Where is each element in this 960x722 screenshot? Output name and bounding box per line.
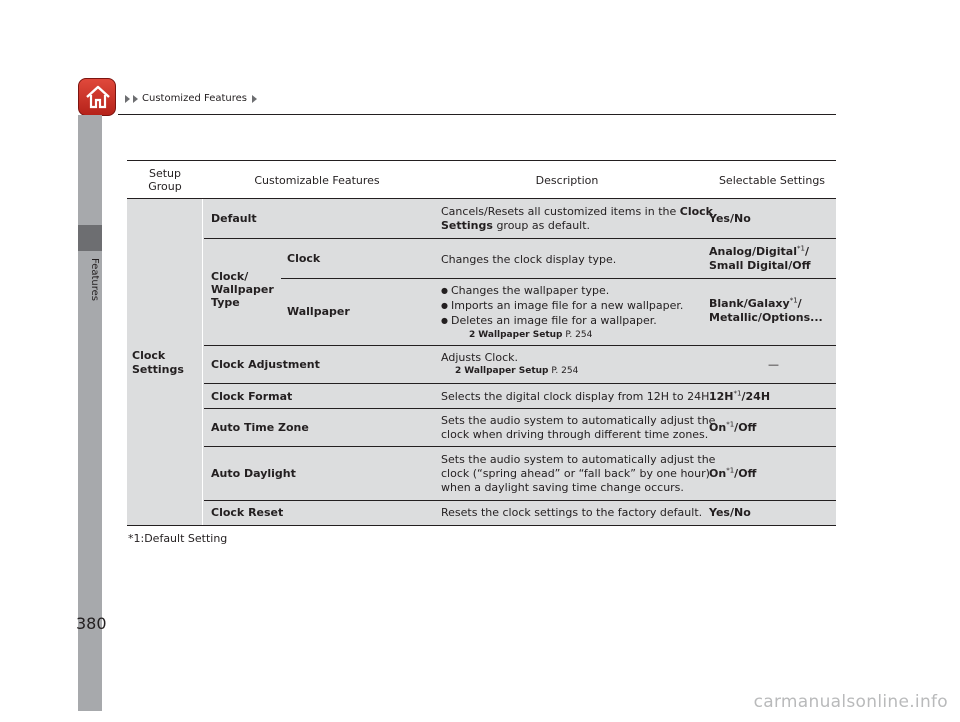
breadcrumb-arrow-icon: [125, 95, 130, 103]
footnote-marker: *1: [733, 389, 742, 398]
setting-option: No: [734, 506, 751, 519]
setting-option: Digital: [756, 245, 797, 258]
side-tab-segment: [78, 251, 102, 711]
desc-bold: Clock: [679, 205, 713, 218]
xref-arrow-icon: 2: [455, 366, 462, 376]
xref-page: P. 254: [551, 366, 579, 376]
table-row: [204, 384, 836, 409]
footnote-marker: *1: [797, 244, 805, 253]
home-icon: [84, 83, 112, 111]
selectable-settings: Blank/Galaxy$^{*1}$/ Metallic/Options...: [709, 296, 823, 324]
column-header-description: Description: [535, 174, 599, 187]
breadcrumb-arrow-icon: [252, 95, 257, 103]
footnote: *1:Default Setting: [128, 532, 228, 545]
sub-group-label: [211, 270, 287, 309]
group-label-line: Clock: [132, 349, 166, 362]
setting-option: On: [709, 467, 727, 480]
column-header-line: Group: [148, 180, 182, 193]
cross-reference[interactable]: [441, 365, 578, 377]
desc-text: clock (“spring ahead” or “fall back” by one hour): [441, 467, 710, 480]
setting-option: 12H: [709, 390, 734, 403]
setting-option: Blank: [709, 297, 744, 310]
desc-text: when a daylight saving time change occurs.: [441, 481, 684, 494]
bullet-item: ● Changes the wallpaper type.: [441, 284, 683, 299]
table-row: [204, 447, 836, 501]
description: Changes the clock display type.: [441, 253, 617, 266]
xref-arrow-icon: 2: [469, 330, 476, 340]
setting-option: Off: [738, 467, 757, 480]
table-row-group: [204, 239, 836, 346]
xref-title: Wallpaper Setup: [478, 330, 563, 340]
feature-clock-format: Clock Format: [211, 390, 293, 403]
side-tab-label: Features: [89, 258, 100, 301]
bullet-item: ● Deletes an image file for a wallpaper.: [441, 314, 683, 329]
setting-option: Options...: [761, 311, 823, 324]
settings-table: [127, 160, 836, 519]
description: [441, 284, 683, 341]
table-body: [127, 198, 836, 526]
sub-group-line: Wallpaper: [211, 283, 274, 296]
feature-wallpaper: Wallpaper: [287, 305, 350, 318]
group-label-line: Settings: [132, 363, 184, 376]
column-header-line: Setup: [148, 167, 182, 180]
desc-text: Cancels/Resets all customized items in the: [441, 205, 677, 218]
setting-option: No: [734, 212, 751, 225]
xref-title: Wallpaper Setup: [464, 366, 549, 376]
bullet-item: ● Imports an image file for a new wallpaper.: [441, 299, 683, 314]
feature-clock-reset: Clock Reset: [211, 506, 284, 519]
page-number: 380: [76, 614, 107, 633]
sub-group-line: Clock/: [211, 270, 249, 283]
setting-option: Off: [792, 259, 811, 272]
side-tab-features[interactable]: [78, 225, 102, 251]
table-row: [204, 199, 836, 239]
description: [441, 453, 715, 495]
watermark: carmanualsonline.info: [753, 692, 948, 712]
row-divider: [281, 278, 836, 279]
selectable-settings: Yes/No: [709, 212, 751, 225]
column-header-features: Customizable Features: [254, 174, 380, 187]
column-header-settings: Selectable Settings: [718, 174, 826, 187]
footnote-marker: *1: [789, 296, 798, 305]
setting-option: Analog: [709, 245, 752, 258]
setting-option: 24H: [745, 390, 771, 403]
breadcrumb-link-customized-features[interactable]: Customized Features: [142, 93, 248, 104]
setting-option: Small Digital: [709, 259, 789, 272]
selectable-settings: $12H^{*1}/24H$: [709, 389, 771, 403]
description: Resets the clock settings to the factory default.: [441, 506, 703, 519]
feature-clock-adjustment: Clock Adjustment: [211, 358, 320, 371]
selectable-settings: On$^{*1}$/Off: [709, 466, 757, 480]
table-row: [204, 501, 836, 525]
desc-bold: Settings: [441, 219, 493, 232]
setup-group-cell: [127, 199, 203, 525]
selectable-settings: Analog/Digital$^{*1}$/ Small Digital/Off: [709, 244, 811, 272]
feature-auto-daylight: Auto Daylight: [211, 467, 296, 480]
setting-option: Yes: [709, 212, 730, 225]
setup-group-label: [132, 349, 184, 377]
desc-text: clock when driving through different time zones.: [441, 428, 709, 441]
table-row: [204, 346, 836, 384]
description: Selects the digital clock display from 12H to 24H.: [441, 390, 713, 403]
header-rule: [118, 114, 836, 115]
footnote-marker: *1: [726, 466, 735, 475]
description: [441, 414, 715, 442]
desc-text: group as default.: [496, 219, 591, 232]
xref-page: P. 254: [565, 330, 593, 340]
setting-option: Galaxy: [747, 297, 790, 310]
selectable-settings: Yes/No: [709, 506, 751, 519]
feature-clock: Clock: [287, 252, 321, 265]
description: [441, 351, 578, 377]
side-tab-segment: [78, 120, 102, 225]
column-header-setup-group: [137, 167, 193, 193]
selectable-settings: On$^{*1}$/Off: [709, 420, 757, 434]
desc-text: Sets the audio system to automatically adjust the: [441, 414, 716, 427]
feature-default: Default: [211, 212, 257, 225]
home-button[interactable]: [78, 78, 116, 116]
table-header: [127, 160, 836, 198]
setting-option: Metallic: [709, 311, 758, 324]
table-row: [204, 409, 836, 447]
selectable-settings: —: [768, 358, 779, 371]
sub-group-line: Type: [211, 296, 240, 309]
footnote-marker: *1: [726, 420, 735, 429]
description: [441, 205, 713, 233]
setting-option: Yes: [709, 506, 730, 519]
feature-auto-time-zone: Auto Time Zone: [211, 421, 309, 434]
desc-text: Sets the audio system to automatically adjust the: [441, 453, 716, 466]
desc-text: Adjusts Clock.: [441, 351, 518, 364]
breadcrumb: [125, 93, 257, 104]
cross-reference[interactable]: [441, 329, 683, 341]
breadcrumb-arrow-icon: [133, 95, 138, 103]
setting-option: On: [709, 421, 727, 434]
setting-option: Off: [738, 421, 757, 434]
